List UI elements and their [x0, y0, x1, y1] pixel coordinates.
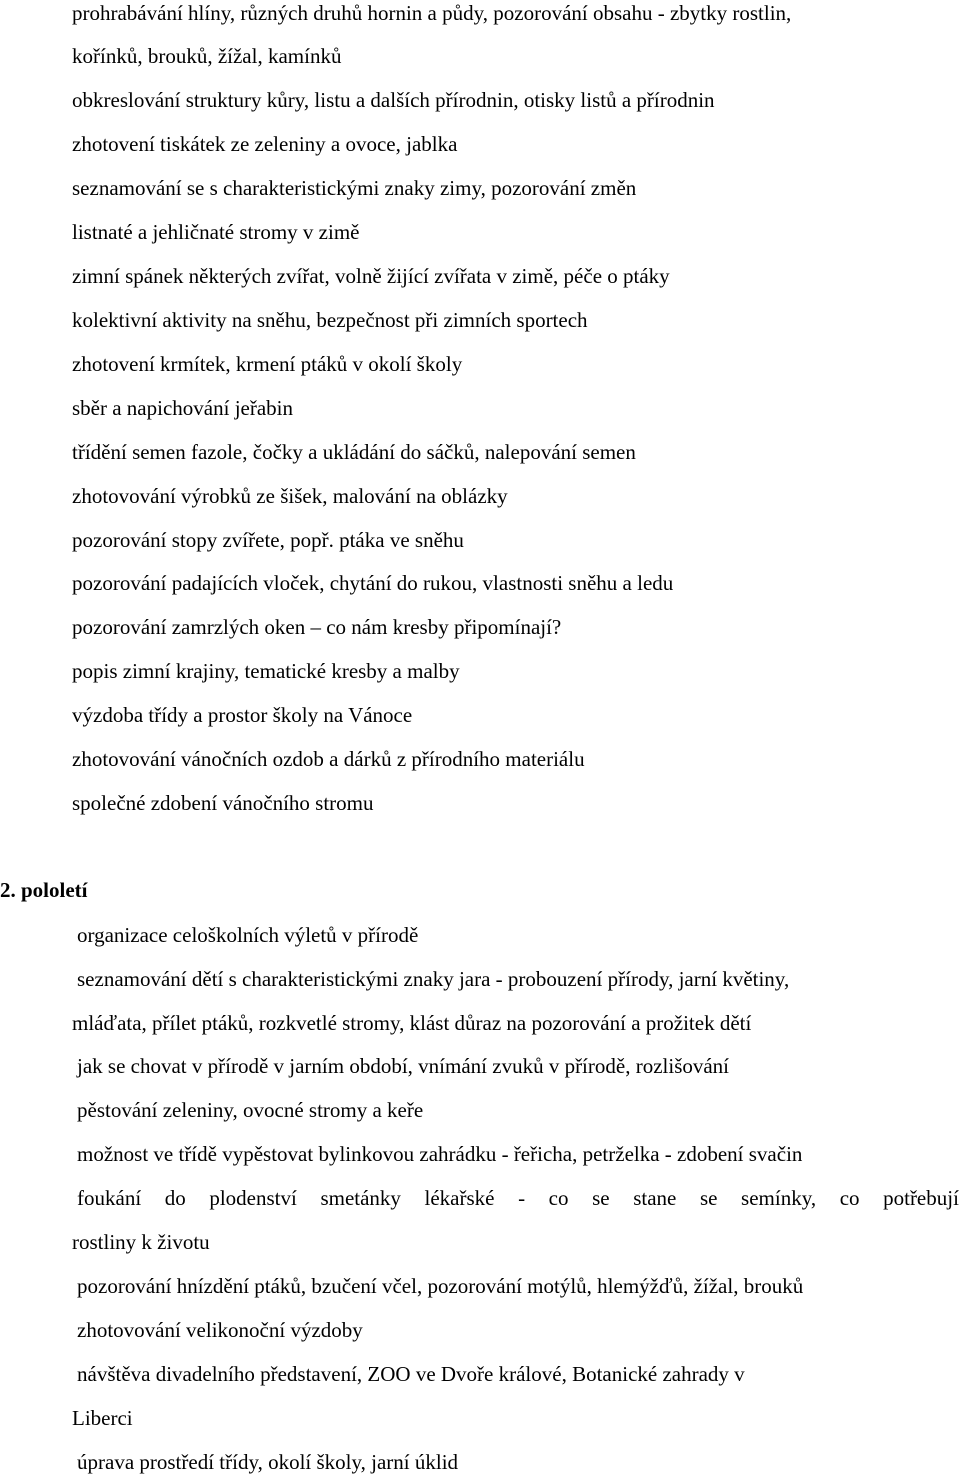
word: se: [699, 1186, 718, 1210]
word: smetánky: [320, 1186, 401, 1210]
list-item: zhotovování vánočních ozdob a dárků z přírodního materiálu: [72, 747, 585, 771]
list-item: prohrabávání hlíny, různých druhů hornin a půdy, pozorování obsahu - zbytky rostlin,: [72, 1, 792, 25]
list-item: kolektivní aktivity na sněhu, bezpečnost při zimních sportech: [72, 308, 588, 332]
word: lékařské: [424, 1186, 495, 1210]
word: semínky,: [741, 1186, 817, 1210]
list-item: organizace celoškolních výletů v přírodě: [77, 923, 419, 947]
list-item-justified: [77, 1185, 959, 1211]
list-item: sběr a napichování jeřabin: [72, 396, 293, 420]
list-item: návštěva divadelního představení, ZOO ve Dvoře králové, Botanické zahrady v: [77, 1362, 745, 1386]
list-item: Liberci: [72, 1406, 133, 1430]
list-item: listnaté a jehličnaté stromy v zimě: [72, 220, 360, 244]
word: potřebují: [883, 1186, 959, 1210]
list-item: rostliny k životu: [72, 1230, 210, 1254]
list-item: popis zimní krajiny, tematické kresby a malby: [72, 659, 460, 683]
list-item: seznamování dětí s charakteristickými znaky jara - probouzení přírody, jarní květiny,: [77, 967, 790, 991]
list-item: úprava prostředí třídy, okolí školy, jarní úklid: [77, 1450, 459, 1474]
word: foukání: [77, 1186, 142, 1210]
list-item: mláďata, přílet ptáků, rozkvetlé stromy, klást důraz na pozorování a prožitek dětí: [72, 1011, 752, 1035]
list-item: možnost ve třídě vypěstovat bylinkovou zahrádku - řeřicha, petrželka - zdobení svačin: [77, 1142, 803, 1166]
list-item: obkreslování struktury kůry, listu a dalších přírodnin, otisky listů a přírodnin: [72, 88, 715, 112]
word: co: [548, 1186, 569, 1210]
list-item: seznamování se s charakteristickými znaky zimy, pozorování změn: [72, 176, 637, 200]
word: co: [839, 1186, 860, 1210]
word: do: [164, 1186, 186, 1210]
list-item: pozorování stopy zvířete, popř. ptáka ve sněhu: [72, 528, 464, 552]
list-item: pěstování zeleniny, ovocné stromy a keře: [77, 1098, 424, 1122]
list-item: zhotovení tiskátek ze zeleniny a ovoce, jablka: [72, 132, 458, 156]
word: se: [592, 1186, 610, 1210]
list-item: jak se chovat v přírodě v jarním období, vnímání zvuků v přírodě, rozlišování: [77, 1054, 730, 1078]
list-item: třídění semen fazole, čočky a ukládání do sáčků, nalepování semen: [72, 440, 636, 464]
list-item: zimní spánek některých zvířat, volně žijící zvířata v zimě, péče o ptáky: [72, 264, 670, 288]
list-item: zhotovování velikonoční výzdoby: [77, 1318, 363, 1342]
word: stane: [633, 1186, 677, 1210]
word: -: [518, 1186, 526, 1210]
word: plodenství: [209, 1186, 297, 1210]
list-item: kořínků, brouků, žížal, kamínků: [72, 44, 342, 68]
section-heading: 2. pololetí: [0, 878, 88, 902]
list-item: pozorování hnízdění ptáků, bzučení včel, pozorování motýlů, hlemýžďů, žížal, brouků: [77, 1274, 804, 1298]
list-item: zhotovování výrobků ze šišek, malování na oblázky: [72, 484, 508, 508]
list-item: zhotovení krmítek, krmení ptáků v okolí školy: [72, 352, 463, 376]
list-item: pozorování zamrzlých oken – co nám kresby připomínají?: [72, 615, 562, 639]
list-item: výzdoba třídy a prostor školy na Vánoce: [72, 703, 413, 727]
list-item: pozorování padajících vloček, chytání do rukou, vlastnosti sněhu a ledu: [72, 571, 674, 595]
list-item: společné zdobení vánočního stromu: [72, 791, 374, 815]
